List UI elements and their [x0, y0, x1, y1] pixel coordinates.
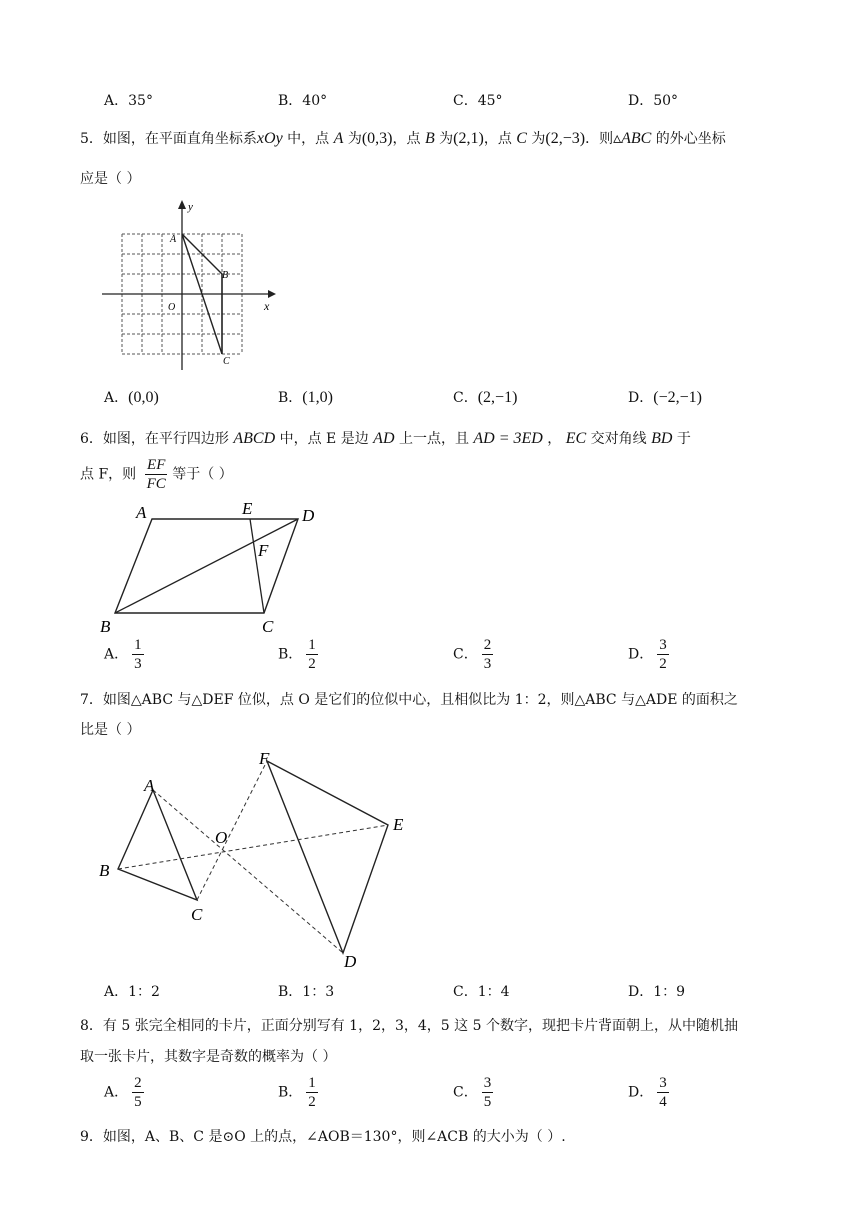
q5-option-c: C．(2,−1)	[453, 389, 518, 406]
q7-option-a: A．1：2	[104, 984, 160, 1000]
point-a-label: A	[136, 503, 147, 522]
q5-option-a: A．(0,0)	[104, 389, 159, 406]
point-c-label: C	[191, 905, 203, 924]
q8-option-a: A． $\frac{2}{5}$	[104, 1075, 142, 1110]
q6-stem: 6．如图，在平行四边形 ABCD 中，点 E 是边 AD 上一点，且 AD = 3ED ， EC 交对角线 BD 于	[80, 430, 691, 447]
q5-stem: 5．如图，在平面直角坐标系xOy 中，点 A 为(0,3)，点 B 为(2,1)，点 C 为(2,−3)．则▵ABC 的外心坐标	[80, 130, 726, 147]
q6-option-a: A． $\frac{1}{3}$	[104, 637, 142, 672]
q6-option-d: D． $\frac{3}{2}$	[628, 637, 667, 672]
q5-stem-line2: 应是（ ）	[80, 171, 141, 187]
q9-stem: 9．如图，A、B、C 是⊙O 上的点，∠AOB＝130°，则∠ACB 的大小为（ ）.	[80, 1129, 566, 1145]
triangle-abc	[118, 790, 197, 900]
y-axis-label: y	[188, 201, 193, 213]
point-a-label: A	[144, 776, 155, 795]
q6-option-b: B． $\frac{1}{2}$	[278, 637, 316, 672]
point-b-label: B	[222, 270, 229, 281]
point-b-label: B	[100, 617, 111, 636]
triangle-def	[267, 761, 388, 953]
q4-option-c: C．45°	[453, 93, 503, 109]
q6-parallelogram-figure	[96, 496, 326, 638]
point-b-label: B	[99, 861, 110, 880]
point-a-label: A	[170, 234, 177, 245]
diagonal-bd	[115, 519, 298, 613]
q7-stem: 7．如图△ABC 与△DEF 位似，点 O 是它们的位似中心，且相似比为 1：2，则△ABC 与△ADE 的面积之	[80, 692, 738, 708]
q8-stem: 8．有 5 张完全相同的卡片，正面分别写有 1，2，3，4，5 这 5 个数字，现把卡片背面朝上，从中随机抽	[80, 1018, 738, 1034]
q8-option-d: D． $\frac{3}{4}$	[628, 1075, 667, 1110]
q5-option-d: D．(−2,−1)	[628, 389, 702, 406]
q6-stem-line2: 点 F，则 $\frac{EF}{FC}$ 等于（ ）	[80, 457, 233, 492]
x-axis-label: x	[264, 299, 270, 313]
q5-coordinate-figure	[98, 196, 280, 376]
q7-homothety-figure	[96, 748, 416, 973]
point-e-label: E	[242, 499, 253, 518]
q8-stem-line2: 取一张卡片，其数字是奇数的概率为（ ）	[80, 1049, 337, 1065]
point-e-label: E	[393, 815, 404, 834]
q7-option-c: C．1：4	[453, 984, 510, 1000]
q5-option-b: B．(1,0)	[278, 389, 333, 406]
q7-stem-line2: 比是（ ）	[80, 722, 141, 738]
q4-option-a: A．35°	[104, 93, 153, 109]
point-c-label: C	[223, 356, 230, 367]
point-d-label: D	[344, 952, 357, 971]
point-c-label: C	[262, 617, 274, 636]
q7-option-d: D．1：9	[628, 984, 686, 1000]
q6-option-c: C． $\frac{2}{3}$	[453, 637, 492, 672]
q4-option-d: D．50°	[628, 93, 679, 109]
center-o-label: O	[215, 828, 228, 847]
q8-option-c: C． $\frac{3}{5}$	[453, 1075, 492, 1110]
q7-option-b: B．1：3	[278, 984, 335, 1000]
point-f-label: F	[258, 541, 269, 560]
point-f-label: F	[259, 749, 270, 768]
point-d-label: D	[302, 506, 315, 525]
q4-option-b: B．40°	[278, 93, 328, 109]
origin-label: O	[168, 302, 176, 313]
q8-option-b: B． $\frac{1}{2}$	[278, 1075, 316, 1110]
segment-ec	[250, 519, 264, 613]
